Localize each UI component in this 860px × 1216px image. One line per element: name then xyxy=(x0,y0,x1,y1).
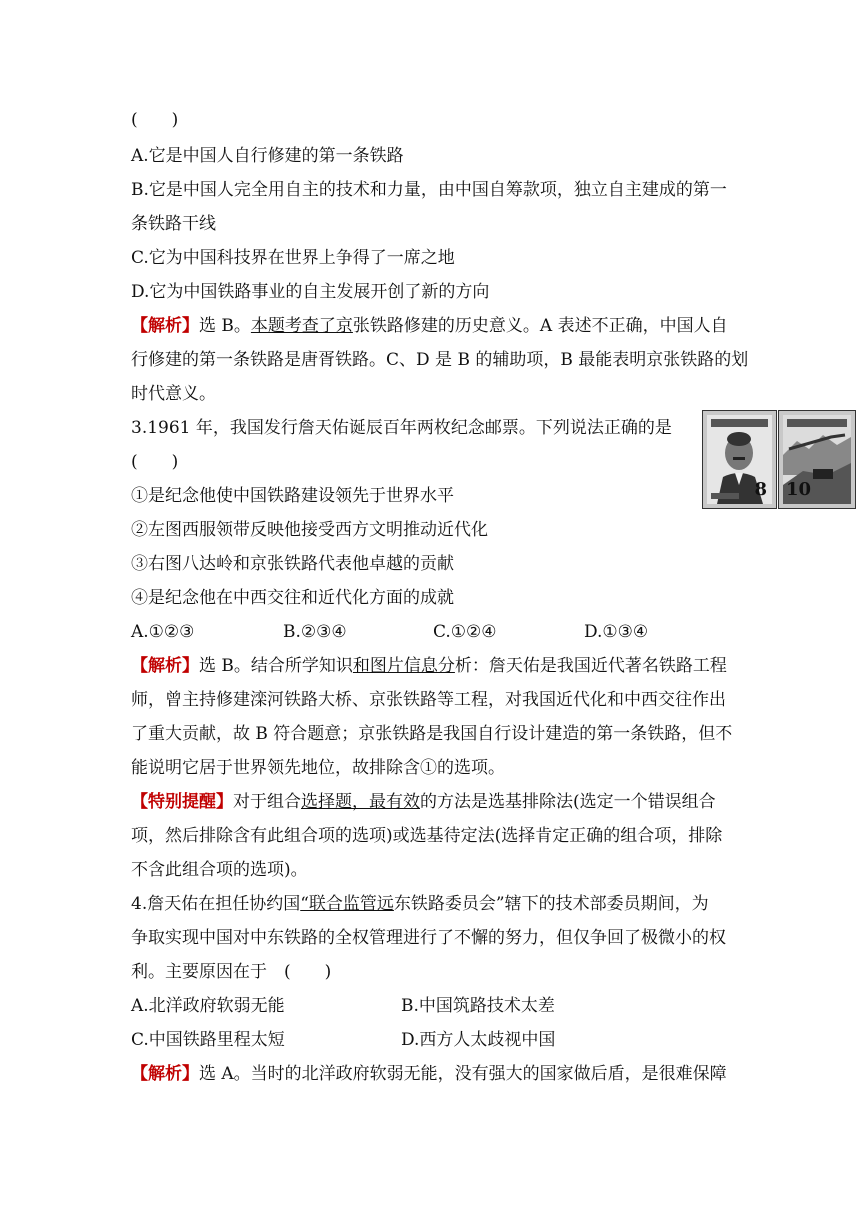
q3-statement-1: ①是纪念他使中国铁路建设领先于世界水平 xyxy=(131,486,454,506)
q2-option-b-line1: B.它是中国人完全用自主的技术和力量，由中国自筹款项，独立自主建成的第一 xyxy=(131,180,727,200)
stamp-portrait-image xyxy=(702,410,777,509)
stamp-value-right: 10 xyxy=(786,479,812,500)
q2-analysis-line1: 【解析】选 B。本题考查了京张铁路修建的历史意义。A 表述不正确，中国人自 xyxy=(131,316,728,336)
q4-stem-line2: 争取实现中国对中东铁路的全权管理进行了不懈的努力，但仅争回了极微小的权 xyxy=(131,928,726,948)
q2-option-a: A.它是中国人自行修建的第一条铁路 xyxy=(131,146,404,166)
analysis-tag: 【解析】 xyxy=(131,656,199,676)
q3-paren: ( ) xyxy=(131,452,179,472)
q3-statement-3: ③右图八达岭和京张铁路代表他卓越的贡献 xyxy=(131,554,454,574)
q3-tip-line2: 项，然后排除含有此组合项的选项)或选基待定法(选择肯定正确的组合项，排除 xyxy=(131,826,723,846)
stamp-value-left: 8 xyxy=(754,479,767,500)
q3-tip-line1: 【特别提醒】对于组合选择题，最有效的方法是选基排除法(选定一个错误组合 xyxy=(131,792,716,812)
q3-analysis-line1: 【解析】选 B。结合所学知识和图片信息分析：詹天佑是我国近代著名铁路工程 xyxy=(131,656,727,676)
q3-analysis-line4: 能说明它居于世界领先地位，故排除含①的选项。 xyxy=(131,758,505,778)
q2-option-b-line2: 条铁路干线 xyxy=(131,214,216,234)
q4-stem-line3: 利。主要原因在于 ( ) xyxy=(131,962,332,982)
q3-analysis-line3: 了重大贡献，故 B 符合题意；京张铁路是我国自行设计建造的第一条铁路，但不 xyxy=(131,724,733,744)
q3-option-b: B.②③④ xyxy=(283,622,347,642)
tip-tag: 【特别提醒】 xyxy=(131,792,233,812)
q2-analysis-line2: 行修建的第一条铁路是唐胥铁路。C、D 是 B 的辅助项，B 最能表明京张铁路的划 xyxy=(131,350,749,370)
q3-tip-line3: 不含此组合项的选项)。 xyxy=(131,860,308,880)
q4-option-b: B.中国筑路技术太差 xyxy=(401,996,555,1016)
q3-statement-4: ④是纪念他在中西交往和近代化方面的成就 xyxy=(131,588,454,608)
q4-stem-line1: 4.詹天佑在担任协约国“联合监管远东铁路委员会”辖下的技术部委员期间，为 xyxy=(131,894,709,914)
q3-option-d: D.①③④ xyxy=(584,622,649,642)
q3-stem: 3.1961 年，我国发行詹天佑诞辰百年两枚纪念邮票。下列说法正确的是 xyxy=(131,418,672,438)
q3-option-a: A.①②③ xyxy=(131,622,195,642)
stamp-railway-image xyxy=(778,410,856,509)
q2-analysis-line3: 时代意义。 xyxy=(131,384,216,404)
q3-statement-2: ②左图西服领带反映他接受西方文明推动近代化 xyxy=(131,520,488,540)
q4-analysis-line1: 【解析】选 A。当时的北洋政府软弱无能，没有强大的国家做后盾，是很难保障 xyxy=(131,1064,727,1084)
q3-option-c: C.①②④ xyxy=(433,622,497,642)
q2-option-d: D.它为中国铁路事业的自主发展开创了新的方向 xyxy=(131,282,490,302)
q4-option-c: C.中国铁路里程太短 xyxy=(131,1030,285,1050)
q2-paren: ( ) xyxy=(131,110,179,130)
q4-option-d: D.西方人太歧视中国 xyxy=(401,1030,556,1050)
q3-analysis-line2: 师，曾主持修建滦河铁路大桥、京张铁路等工程，对我国近代化和中西交往作出 xyxy=(131,690,726,710)
analysis-tag: 【解析】 xyxy=(131,1064,199,1084)
q2-option-c: C.它为中国科技界在世界上争得了一席之地 xyxy=(131,248,455,268)
q4-option-a: A.北洋政府软弱无能 xyxy=(131,996,285,1016)
analysis-tag: 【解析】 xyxy=(131,316,199,336)
